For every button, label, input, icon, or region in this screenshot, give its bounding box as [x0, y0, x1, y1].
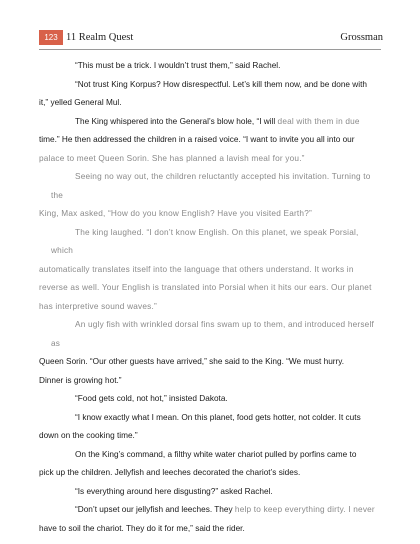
page-number-badge: 123 [39, 30, 63, 45]
paragraph-continuation: King, Max asked, “How do you know English? Have you visited Earth?” [39, 209, 312, 218]
paragraph: “Don’t upset our jellyfish and leeches. They help to keep everything dirty. I never [75, 505, 375, 514]
paragraph: “This must be a trick. I wouldn’t trust them,” said Rachel. [75, 61, 281, 70]
paragraph-continuation: down on the cooking time.” [39, 431, 138, 440]
paragraph: Seeing no way out, the children reluctantly accepted his invitation. Turning to the [51, 172, 371, 200]
paragraph-continuation: pick up the children. Jellyfish and leeches decorated the chariot’s sides. [39, 468, 301, 477]
paragraph: “Is everything around here disgusting?” asked Rachel. [75, 486, 273, 496]
paragraph-continuation: Dinner is growing hot.” [39, 375, 122, 385]
author-name: Grossman [340, 32, 383, 43]
page-body [39, 57, 381, 538]
page-header [0, 0, 420, 43]
book-title: 11 Realm Quest [66, 32, 134, 43]
paragraph-continuation: Queen Sorin. “Our other guests have arrived,” she said to the King. “We must hurry. [39, 357, 345, 366]
paragraph-continuation: automatically translates itself into the language that others understand. It works in [39, 264, 354, 274]
paragraph-continuation: it,” yelled General Mul. [39, 98, 122, 107]
paragraph-continuation: time.” He then addressed the children in a raised voice. “I want to invite you all into our [39, 135, 355, 144]
paragraph: “Not trust King Korpus? How disrespectful. Let’s kill them now, and be done with [75, 79, 367, 89]
paragraph-continuation: reverse as well. Your English is translated into Porsial when it hits our ears. Our planet [39, 283, 372, 292]
paragraph: The King whispered into the General’s blow hole, “I will deal with them in due [75, 116, 360, 126]
paragraph: “Food gets cold, not hot,” insisted Dakota. [75, 394, 228, 403]
paragraph: An ugly fish with wrinkled dorsal fins swam up to them, and introduced herself as [51, 320, 374, 348]
paragraph-continuation: has interpretive sound waves.” [39, 301, 157, 311]
header-divider [39, 49, 381, 50]
paragraph: The king laughed. “I don’t know English. On this planet, we speak Porsial, which [51, 227, 359, 255]
paragraph-continuation: have to soil the chariot. They do it for me,” said the rider. [39, 523, 245, 533]
paragraph-continuation: palace to meet Queen Sorin. She has planned a lavish meal for you.” [39, 153, 305, 163]
paragraph: “I know exactly what I mean. On this planet, food gets hotter, not colder. It cuts [75, 412, 361, 422]
paragraph: On the King’s command, a filthy white water chariot pulled by porfins came to [75, 449, 357, 459]
